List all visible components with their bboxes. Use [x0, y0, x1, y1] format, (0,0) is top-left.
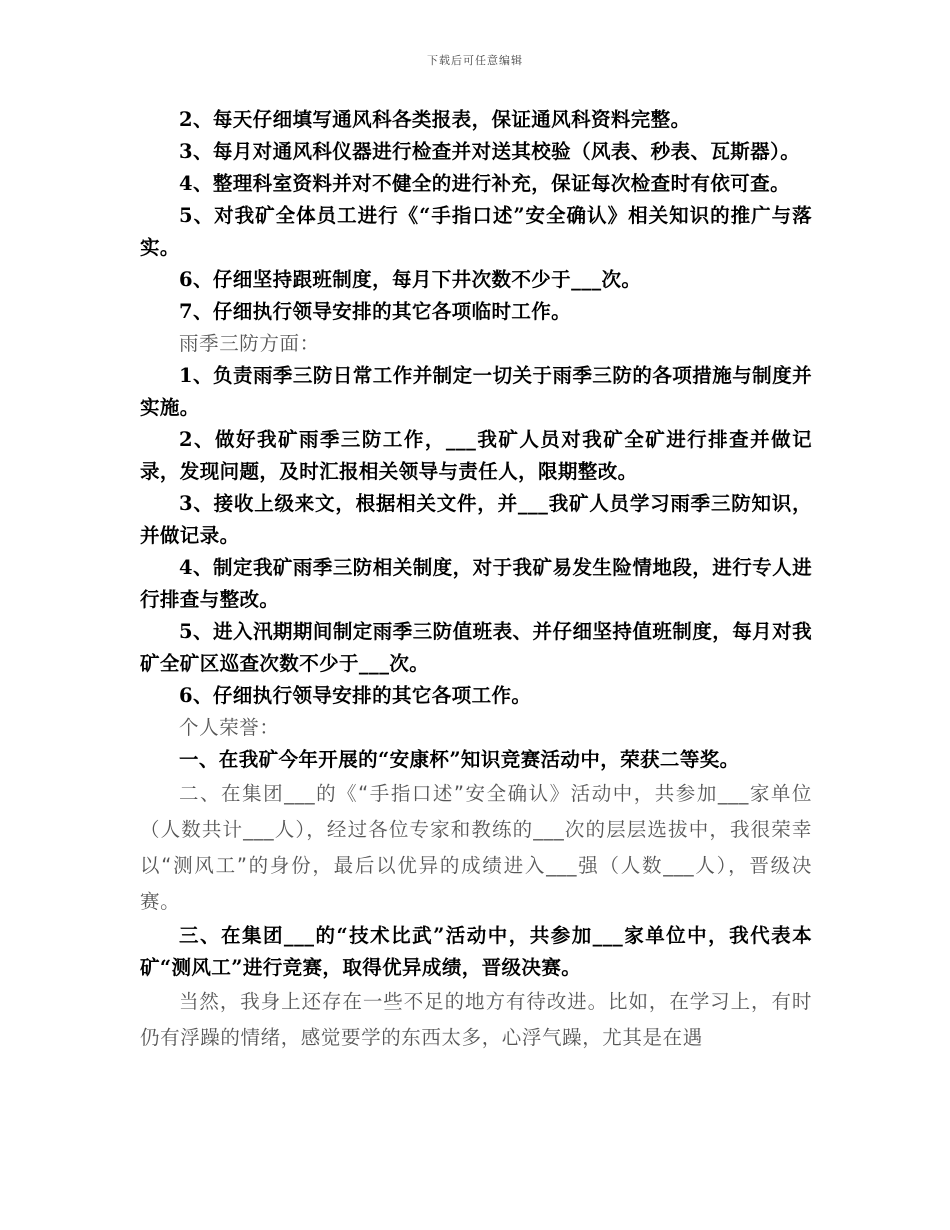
paragraph: 3、每月对通风科仪器进行检查并对送其校验（风表、秒表、瓦斯器）。: [179, 140, 801, 163]
paragraph: 3、接收上级来文，根据相关文件，并___我矿人员学习雨季三防知识，并做记录。: [140, 492, 812, 547]
paragraph: 7、仔细执行领导安排的其它各项临时工作。: [179, 300, 572, 323]
page-header: 下载后可任意编辑: [427, 54, 523, 67]
paragraph: 6、仔细坚持跟班制度，每月下井次数不少于___次。: [179, 268, 642, 291]
paragraph: 2、每天仔细填写通风科各类报表，保证通风科资料完整。: [179, 108, 691, 131]
section-heading: 雨季三防方面：: [179, 332, 320, 355]
paragraph: 5、进入汛期期间制定雨季三防值班表、并仔细坚持值班制度，每月对我矿全矿区巡查次数不少于___次。: [140, 620, 812, 675]
paragraph: 二、在集团___的《“手指口述”安全确认》活动中，共参加___家单位（人数共计___人），经过各位专家和教练的___次的层层选拔中，我很荣幸以“测风工”的身份，最后以优异的成绩进入___强（人数___人），晋级决赛。: [140, 782, 812, 913]
paragraph: 一、在我矿今年开展的“安康杯”知识竞赛活动中，荣获二等奖。: [179, 748, 740, 771]
paragraph: 三、在集团___的“技术比武”活动中，共参加___家单位中，我代表本矿“测风工”进行竞赛，取得优异成绩，晋级决赛。: [140, 924, 812, 979]
paragraph: 6、仔细执行领导安排的其它各项工作。: [179, 684, 532, 707]
document-body: [140, 104, 812, 1056]
paragraph: 4、制定我矿雨季三防相关制度，对于我矿易发生险情地段，进行专人进行排查与整改。: [140, 556, 812, 611]
section-heading: 个人荣誉：: [179, 716, 280, 739]
paragraph: 5、对我矿全体员工进行《“手指口述”安全确认》相关知识的推广与落实。: [140, 204, 812, 259]
paragraph: 4、整理科室资料并对不健全的进行补充，保证每次检查时有依可查。: [179, 172, 790, 195]
paragraph: 1、负责雨季三防日常工作并制定一切关于雨季三防的各项措施与制度并实施。: [140, 364, 812, 419]
paragraph: 当然，我身上还存在一些不足的地方有待改进。比如，在学习上，有时仍有浮躁的情绪，感觉要学的东西太多，心浮气躁，尤其是在遇: [140, 990, 812, 1049]
paragraph: 2、做好我矿雨季三防工作，___我矿人员对我矿全矿进行排查并做记录，发现问题，及时汇报相关领导与责任人，限期整改。: [140, 428, 812, 483]
